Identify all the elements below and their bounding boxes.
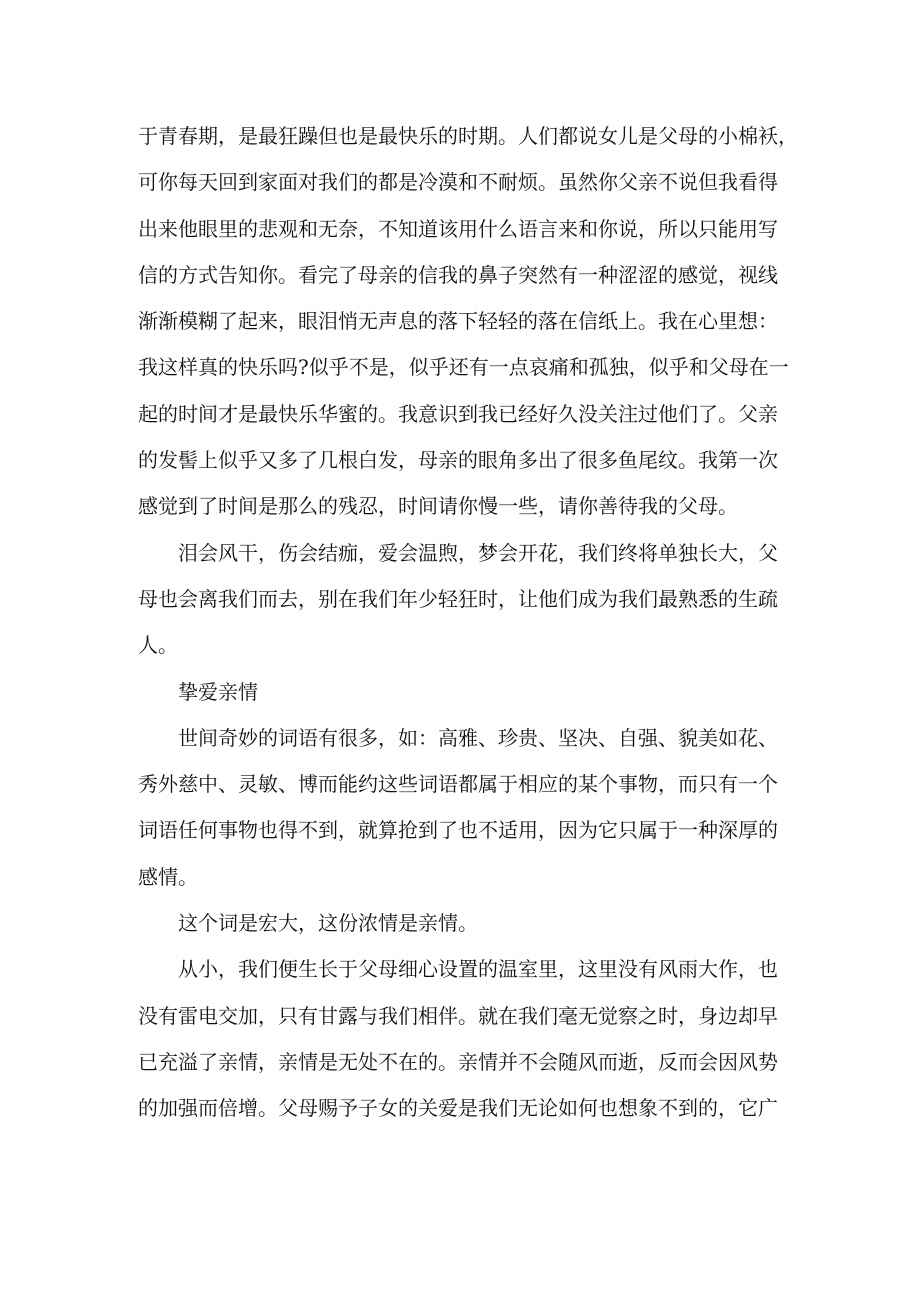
text-line: 感情。 — [138, 864, 198, 889]
text-line: 没有雷电交加，只有甘露与我们相伴。就在我们毫无觉察之时，身边却早 — [138, 1003, 778, 1028]
text-line: 人。 — [138, 633, 178, 658]
text-line: 的加强而倍增。父母赐予子女的关爱是我们无论如何也想象不到的，它广 — [138, 1096, 778, 1121]
text-line: 已充溢了亲情，亲情是无处不在的。亲情并不会随风而逝，反而会因风势 — [138, 1049, 778, 1074]
text-line: 我这样真的快乐吗?似乎不是，似乎还有一点哀痛和孤独，似乎和父母在一 — [138, 355, 789, 380]
text-line: 世间奇妙的词语有很多，如：高雅、珍贵、坚决、自强、貌美如花、 — [178, 725, 778, 750]
text-line: 出来他眼里的悲观和无奈，不知道该用什么语言来和你说，所以只能用写 — [138, 216, 778, 241]
text-line: 感觉到了时间是那么的残忍，时间请你慢一些，请你善待我的父母。 — [138, 494, 738, 519]
text-line: 的发髻上似乎又多了几根白发，母亲的眼角多出了很多鱼尾纹。我第一次 — [138, 448, 778, 473]
text-line: 挚爱亲情 — [178, 679, 258, 704]
text-line: 信的方式告知你。看完了母亲的信我的鼻子突然有一种涩涩的感觉，视线 — [138, 262, 778, 287]
text-line: 起的时间才是最快乐华蜜的。我意识到我已经好久没关注过他们了。父亲 — [138, 401, 778, 426]
text-line: 从小，我们便生长于父母细心设置的温室里，这里没有风雨大作，也 — [178, 957, 778, 982]
text-line: 词语任何事物也得不到，就算抢到了也不适用，因为它只属于一种深厚的 — [138, 818, 778, 843]
body-text — [138, 113, 798, 1132]
text-line: 于青春期，是最狂躁但也是最快乐的时期。人们都说女儿是父母的小棉袄， — [138, 124, 798, 148]
text-line: 秀外慈中、灵敏、博而能约这些词语都属于相应的某个事物，而只有一个 — [138, 772, 778, 797]
text-line: 母也会离我们而去，别在我们年少轻狂时，让他们成为我们最熟悉的生疏 — [138, 586, 778, 611]
text-line: 可你每天回到家面对我们的都是冷漠和不耐烦。虽然你父亲不说但我看得 — [138, 170, 778, 195]
text-line: 这个词是宏大，这份浓情是亲情。 — [178, 911, 478, 936]
text-line: 泪会风干，伤会结痂，爱会温煦，梦会开花，我们终将单独长大，父 — [178, 540, 778, 565]
text-line: 渐渐模糊了起来，眼泪悄无声息的落下轻轻的落在信纸上。我在心里想： — [138, 309, 778, 334]
